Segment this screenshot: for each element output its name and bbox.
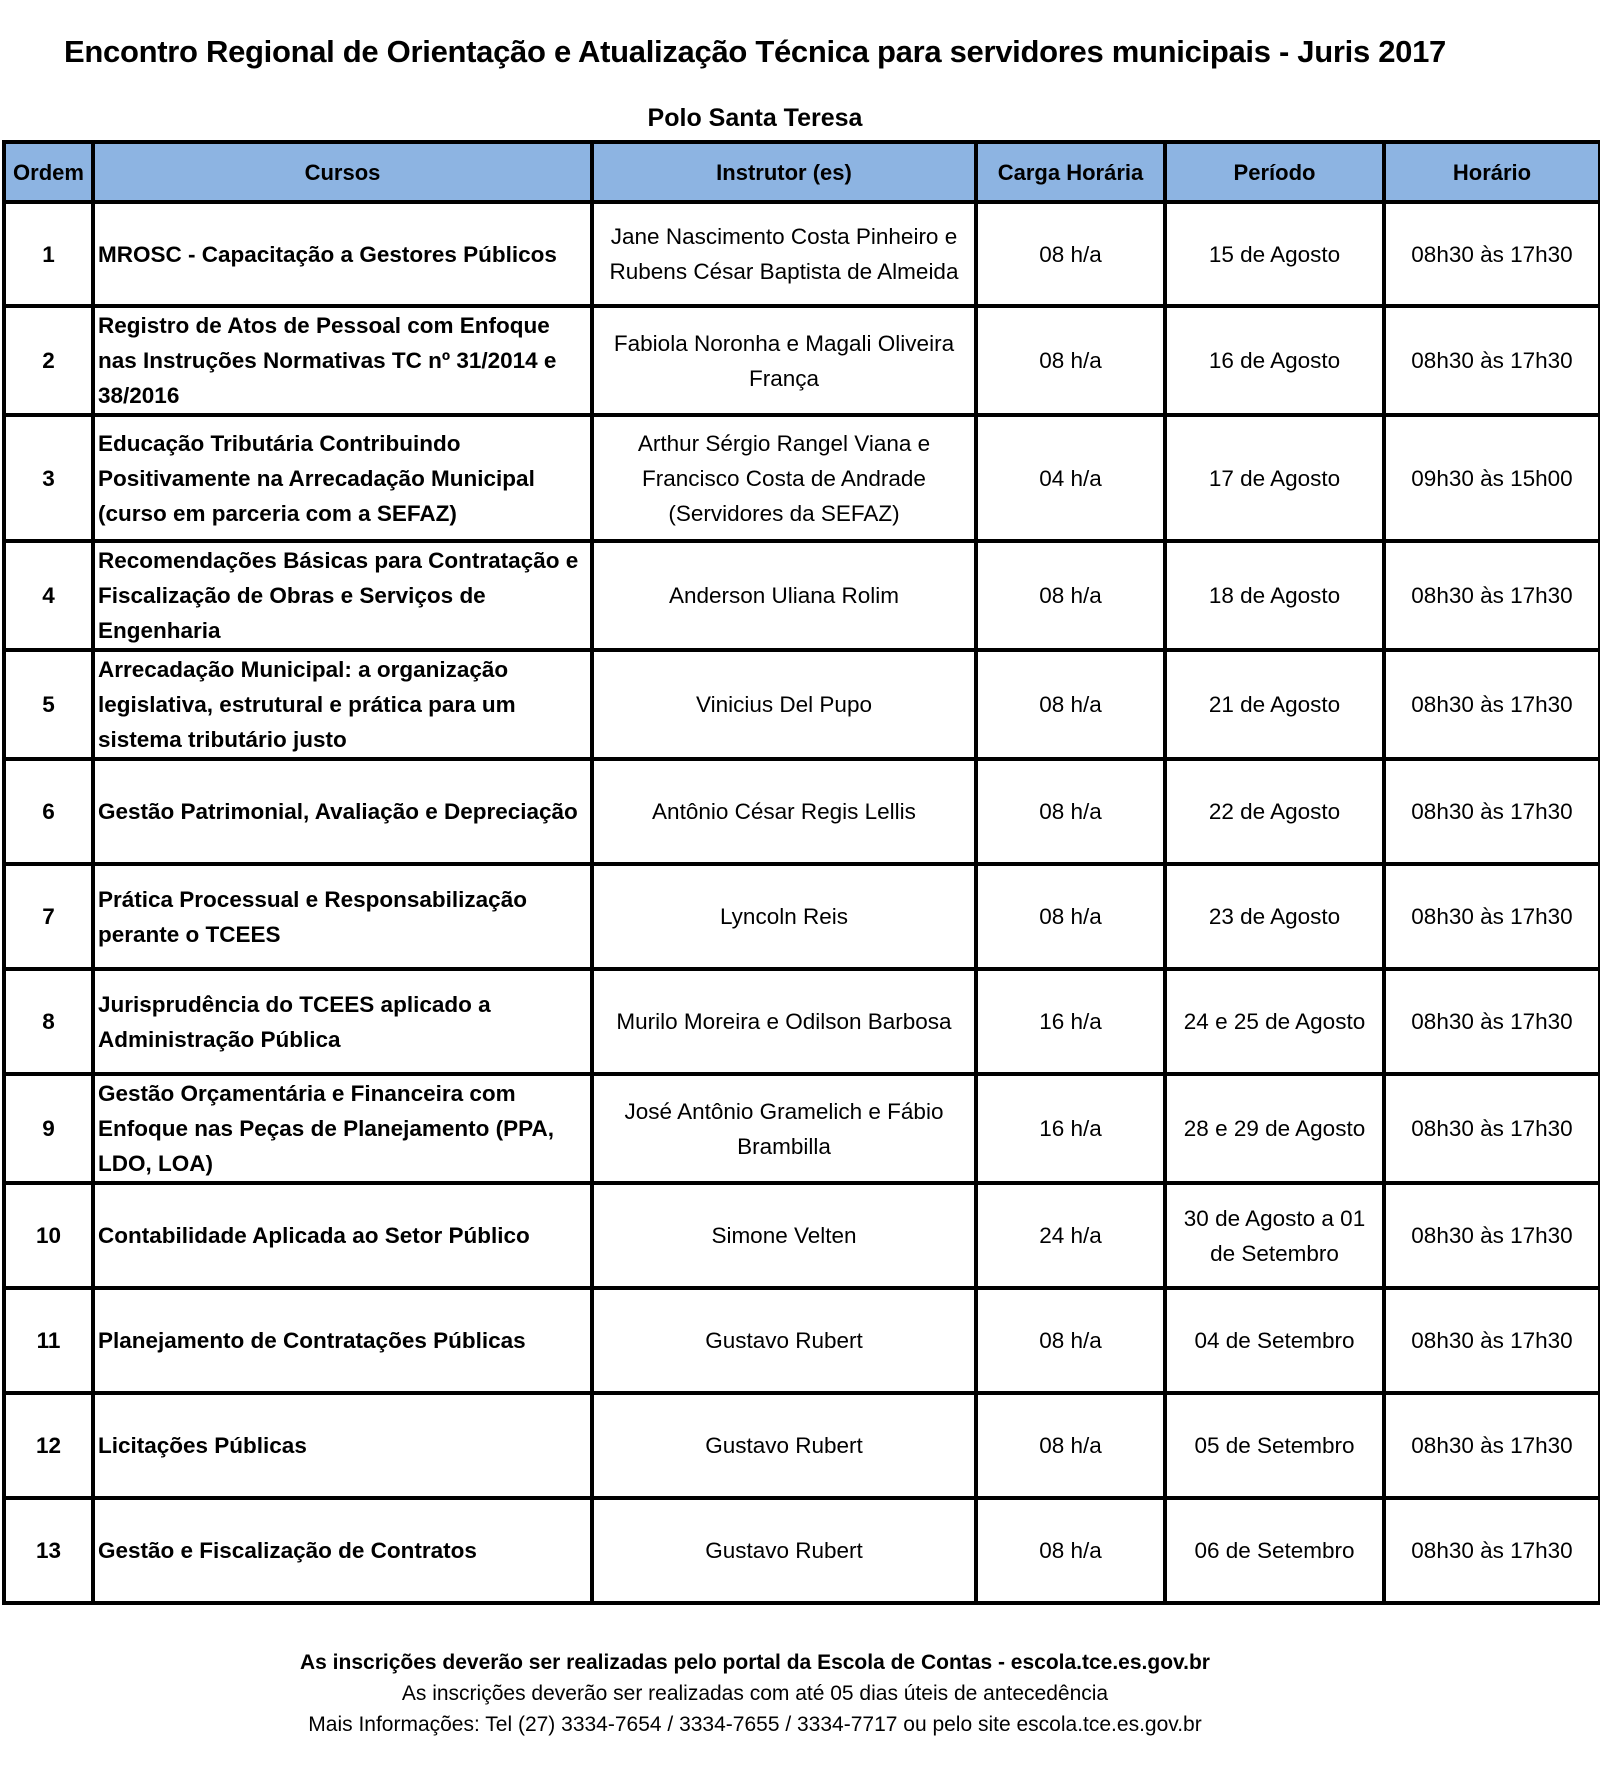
cell-horario: 08h30 às 17h30 [1384, 1288, 1600, 1393]
cell-carga-horaria: 16 h/a [976, 969, 1165, 1074]
cell-ordem: 1 [4, 202, 93, 306]
cell-carga-horaria: 08 h/a [976, 202, 1165, 306]
cell-curso: Gestão e Fiscalização de Contratos [93, 1498, 592, 1603]
table-row [4, 1074, 1600, 1183]
cell-curso: Prática Processual e Responsabilização perante o TCEES [93, 864, 592, 969]
cell-ordem: 11 [4, 1288, 93, 1393]
footer-contact-info: Mais Informações: Tel (27) 3334-7654 / 3334-7655 / 3334-7717 ou pelo site escola.tce.es.gov.br [308, 1713, 1202, 1736]
table-header-row [4, 142, 1600, 202]
table-row [4, 1183, 1600, 1288]
cell-instrutor: José Antônio Gramelich e Fábio Brambilla [592, 1074, 976, 1183]
cell-periodo: 24 e 25 de Agosto [1165, 969, 1384, 1074]
cell-ordem: 2 [4, 306, 93, 415]
cell-horario: 08h30 às 17h30 [1384, 759, 1600, 864]
cell-carga-horaria: 08 h/a [976, 1288, 1165, 1393]
cell-ordem: 4 [4, 541, 93, 650]
cell-ordem: 13 [4, 1498, 93, 1603]
cell-instrutor: Anderson Uliana Rolim [592, 541, 976, 650]
cell-instrutor: Murilo Moreira e Odilson Barbosa [592, 969, 976, 1074]
footer-registration-portal: As inscrições deverão ser realizadas pelo portal da Escola de Contas - escola.tce.es.gov.br [300, 1651, 1210, 1674]
cell-periodo: 28 e 29 de Agosto [1165, 1074, 1384, 1183]
cell-carga-horaria: 08 h/a [976, 541, 1165, 650]
cell-ordem: 3 [4, 415, 93, 541]
cell-curso: Recomendações Básicas para Contratação e Fiscalização de Obras e Serviços de Engenharia [93, 541, 592, 650]
cell-instrutor: Gustavo Rubert [592, 1498, 976, 1603]
cell-periodo: 30 de Agosto a 01 de Setembro [1165, 1183, 1384, 1288]
cell-instrutor: Lyncoln Reis [592, 864, 976, 969]
cell-carga-horaria: 24 h/a [976, 1183, 1165, 1288]
cell-instrutor: Gustavo Rubert [592, 1393, 976, 1498]
schedule-table [2, 140, 1600, 1605]
cell-curso: Planejamento de Contratações Públicas [93, 1288, 592, 1393]
cell-carga-horaria: 16 h/a [976, 1074, 1165, 1183]
footer [0, 1647, 1510, 1740]
cell-curso: Gestão Patrimonial, Avaliação e Depreciação [93, 759, 592, 864]
cell-instrutor: Gustavo Rubert [592, 1288, 976, 1393]
table-row [4, 1288, 1600, 1393]
cell-ordem: 7 [4, 864, 93, 969]
cell-periodo: 15 de Agosto [1165, 202, 1384, 306]
table-row [4, 969, 1600, 1074]
header-instrutor: Instrutor (es) [592, 142, 976, 202]
cell-instrutor: Antônio César Regis Lellis [592, 759, 976, 864]
cell-periodo: 18 de Agosto [1165, 541, 1384, 650]
cell-curso: Jurisprudência do TCEES aplicado a Administração Pública [93, 969, 592, 1074]
cell-curso: Educação Tributária Contribuindo Positivamente na Arrecadação Municipal (curso em parceria com a SEFAZ) [93, 415, 592, 541]
cell-curso: Registro de Atos de Pessoal com Enfoque nas Instruções Normativas TC nº 31/2014 e 38/2016 [93, 306, 592, 415]
cell-instrutor: Simone Velten [592, 1183, 976, 1288]
cell-periodo: 17 de Agosto [1165, 415, 1384, 541]
cell-curso: Licitações Públicas [93, 1393, 592, 1498]
cell-horario: 08h30 às 17h30 [1384, 1498, 1600, 1603]
cell-horario: 08h30 às 17h30 [1384, 306, 1600, 415]
cell-horario: 08h30 às 17h30 [1384, 1183, 1600, 1288]
cell-ordem: 6 [4, 759, 93, 864]
cell-curso: Contabilidade Aplicada ao Setor Público [93, 1183, 592, 1288]
table-row [4, 864, 1600, 969]
header-carga-horaria: Carga Horária [976, 142, 1165, 202]
table-row [4, 1498, 1600, 1603]
cell-carga-horaria: 08 h/a [976, 1498, 1165, 1603]
cell-ordem: 10 [4, 1183, 93, 1288]
cell-ordem: 5 [4, 650, 93, 759]
cell-horario: 08h30 às 17h30 [1384, 1393, 1600, 1498]
cell-carga-horaria: 08 h/a [976, 864, 1165, 969]
table-row [4, 759, 1600, 864]
table-row [4, 650, 1600, 759]
header-ordem: Ordem [4, 142, 93, 202]
cell-horario: 08h30 às 17h30 [1384, 969, 1600, 1074]
table-row [4, 541, 1600, 650]
cell-instrutor: Vinicius Del Pupo [592, 650, 976, 759]
cell-carga-horaria: 08 h/a [976, 306, 1165, 415]
table-row [4, 306, 1600, 415]
cell-horario: 08h30 às 17h30 [1384, 864, 1600, 969]
cell-curso: Arrecadação Municipal: a organização legislativa, estrutural e prática para um sistema tributário justo [93, 650, 592, 759]
cell-periodo: 06 de Setembro [1165, 1498, 1384, 1603]
cell-carga-horaria: 08 h/a [976, 1393, 1165, 1498]
cell-periodo: 22 de Agosto [1165, 759, 1384, 864]
cell-horario: 08h30 às 17h30 [1384, 541, 1600, 650]
table-row [4, 1393, 1600, 1498]
document-title: Encontro Regional de Orientação e Atualização Técnica para servidores municipais - Juris 2017 [64, 34, 1446, 69]
header-periodo: Período [1165, 142, 1384, 202]
cell-periodo: 23 de Agosto [1165, 864, 1384, 969]
table-row [4, 415, 1600, 541]
header-horario: Horário [1384, 142, 1600, 202]
footer-registration-deadline: As inscrições deverão ser realizadas com até 05 dias úteis de antecedência [401, 1682, 1109, 1705]
cell-carga-horaria: 04 h/a [976, 415, 1165, 541]
cell-horario: 08h30 às 17h30 [1384, 650, 1600, 759]
cell-instrutor: Arthur Sérgio Rangel Viana e Francisco Costa de Andrade (Servidores da SEFAZ) [592, 415, 976, 541]
cell-carga-horaria: 08 h/a [976, 650, 1165, 759]
cell-curso: Gestão Orçamentária e Financeira com Enfoque nas Peças de Planejamento (PPA, LDO, LOA) [93, 1074, 592, 1183]
cell-periodo: 16 de Agosto [1165, 306, 1384, 415]
header-cursos: Cursos [93, 142, 592, 202]
cell-periodo: 04 de Setembro [1165, 1288, 1384, 1393]
cell-instrutor: Jane Nascimento Costa Pinheiro e Rubens César Baptista de Almeida [592, 202, 976, 306]
cell-ordem: 12 [4, 1393, 93, 1498]
cell-horario: 08h30 às 17h30 [1384, 1074, 1600, 1183]
cell-ordem: 9 [4, 1074, 93, 1183]
cell-horario: 09h30 às 15h00 [1384, 415, 1600, 541]
cell-carga-horaria: 08 h/a [976, 759, 1165, 864]
cell-periodo: 05 de Setembro [1165, 1393, 1384, 1498]
cell-ordem: 8 [4, 969, 93, 1074]
cell-instrutor: Fabiola Noronha e Magali Oliveira França [592, 306, 976, 415]
cell-horario: 08h30 às 17h30 [1384, 202, 1600, 306]
cell-periodo: 21 de Agosto [1165, 650, 1384, 759]
document-subtitle: Polo Santa Teresa [647, 104, 863, 132]
cell-curso: MROSC - Capacitação a Gestores Públicos [93, 202, 592, 306]
table-row [4, 202, 1600, 306]
